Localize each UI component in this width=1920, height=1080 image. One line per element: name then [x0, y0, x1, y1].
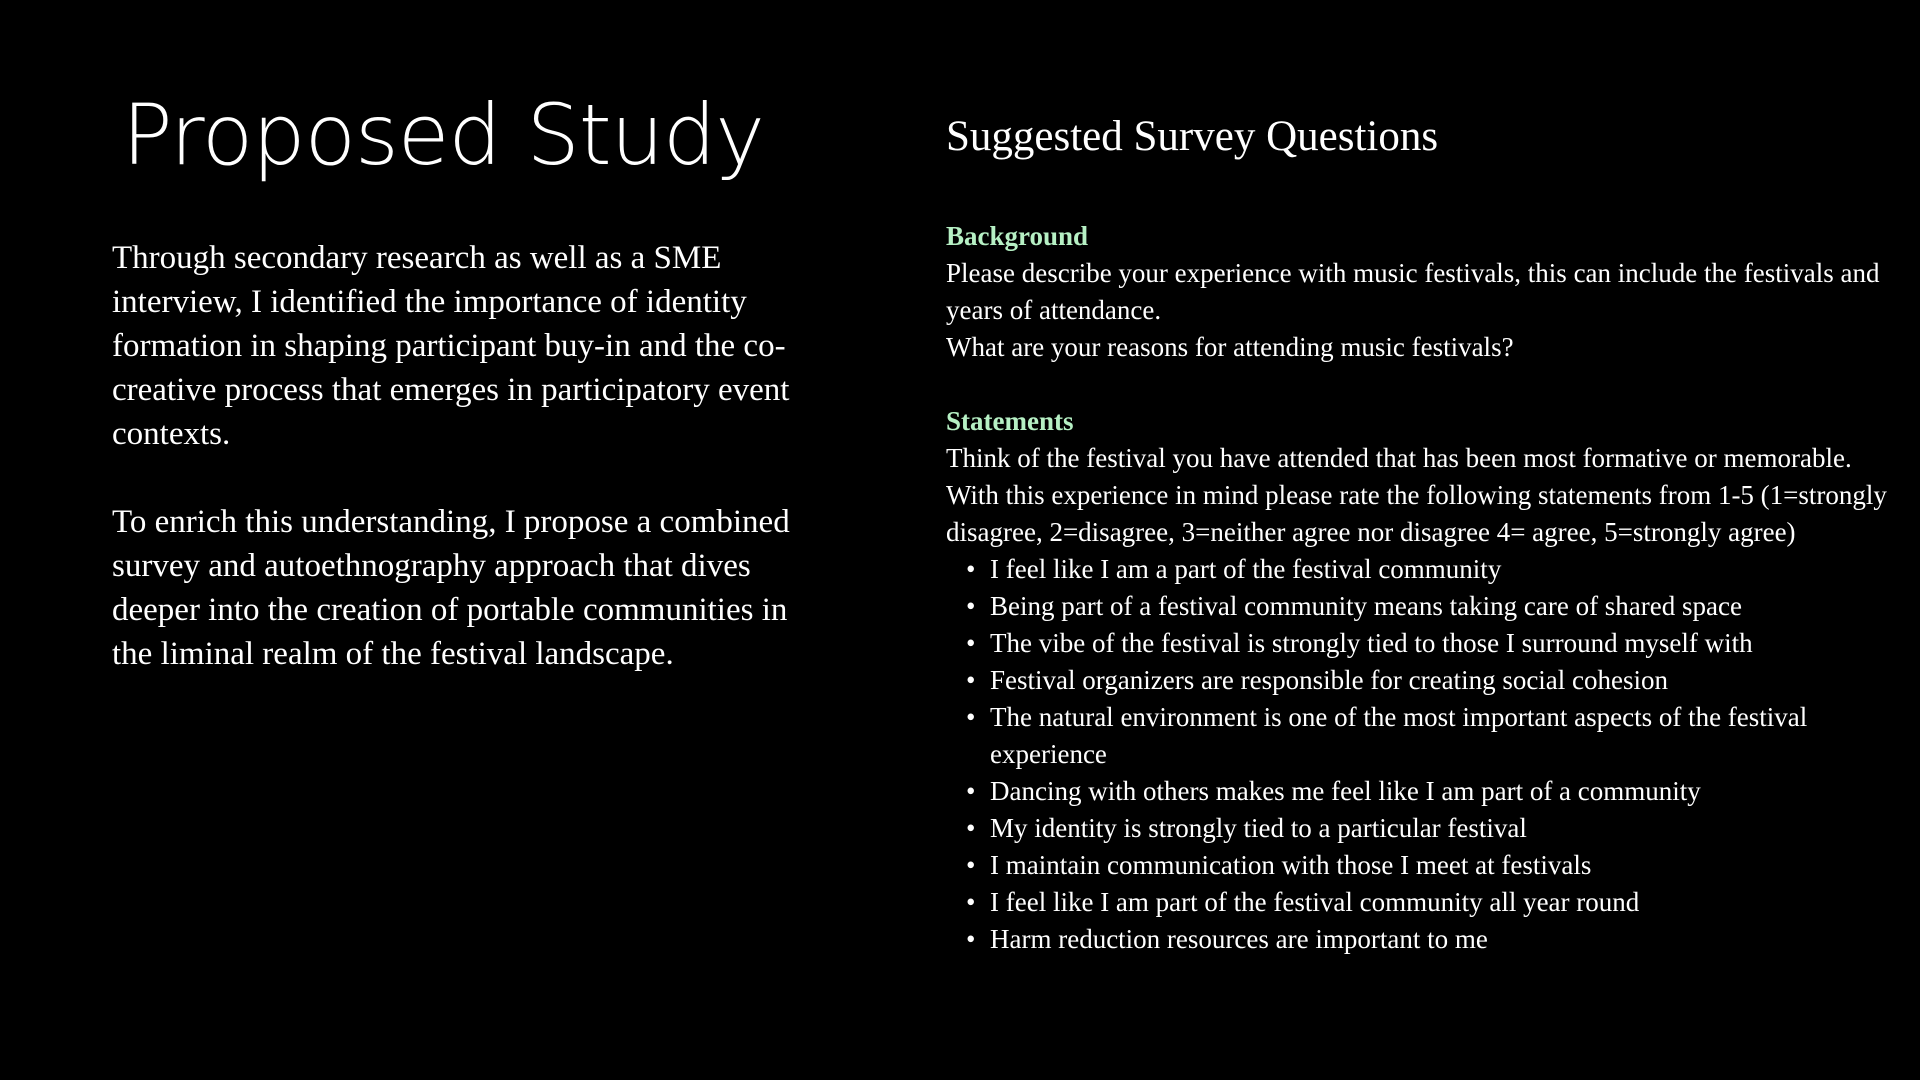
statements-list [946, 551, 1896, 958]
statement-text: Harm reduction resources are important to me [990, 924, 1488, 954]
statement-text: The natural environment is one of the most important aspects of the festival experience [990, 702, 1808, 769]
list-item [966, 588, 1896, 625]
list-item [966, 847, 1896, 884]
statement-text: I feel like I am part of the festival community all year round [990, 887, 1640, 917]
bullet-icon: • [966, 776, 976, 806]
statement-text: Dancing with others makes me feel like I am part of a community [990, 776, 1701, 806]
intro-paragraph-research: Through secondary research as well as a SME interview, I identified the importance of identity formation in shaping participant buy-in and the co-creative process that emerges in participatory event contexts. [112, 240, 790, 452]
bullet-icon: • [966, 850, 976, 880]
statements-intro: Think of the festival you have attended that has been most formative or memorable. With this experience in mind please rate the following statements from 1-5 (1=strongly disagree, 2=disagree, 3=neither agree nor disagree 4= agree, 5=strongly agree) [946, 443, 1887, 547]
background-label: Background [946, 221, 1089, 251]
statements-section [946, 403, 1896, 958]
statements-label: Statements [946, 406, 1074, 436]
survey-column [946, 112, 1896, 958]
statement-text: I feel like I am a part of the festival community [990, 554, 1502, 584]
statement-text: The vibe of the festival is strongly tied to those I surround myself with [990, 628, 1753, 658]
bullet-icon: • [966, 591, 976, 621]
slide-title: Proposed Study [122, 86, 764, 184]
intro-column [112, 236, 812, 720]
bullet-icon: • [966, 924, 976, 954]
statement-text: My identity is strongly tied to a particular festival [990, 813, 1527, 843]
background-question-experience: Please describe your experience with music festivals, this can include the festivals and years of attendance. [946, 258, 1880, 325]
list-item [966, 699, 1896, 773]
list-item [966, 625, 1896, 662]
list-item [966, 773, 1896, 810]
list-item [966, 551, 1896, 588]
survey-heading: Suggested Survey Questions [946, 113, 1439, 160]
bullet-icon: • [966, 813, 976, 843]
section-spacer [946, 366, 1896, 403]
bullet-icon: • [966, 554, 976, 584]
bullet-icon: • [966, 887, 976, 917]
intro-paragraph-proposal: To enrich this understanding, I propose a combined survey and autoethnography approach that dives deeper into the creation of portable communities in the liminal realm of the festival landscape. [112, 504, 790, 672]
bullet-icon: • [966, 628, 976, 658]
list-item [966, 810, 1896, 847]
statement-text: Festival organizers are responsible for creating social cohesion [990, 665, 1669, 695]
list-item [966, 884, 1896, 921]
statement-text: Being part of a festival community means taking care of shared space [990, 591, 1742, 621]
statement-text: I maintain communication with those I meet at festivals [990, 850, 1592, 880]
list-item [966, 921, 1896, 958]
list-item [966, 662, 1896, 699]
background-question-reasons: What are your reasons for attending music festivals? [946, 332, 1514, 362]
bullet-icon: • [966, 665, 976, 695]
background-section [946, 218, 1896, 366]
bullet-icon: • [966, 702, 976, 732]
